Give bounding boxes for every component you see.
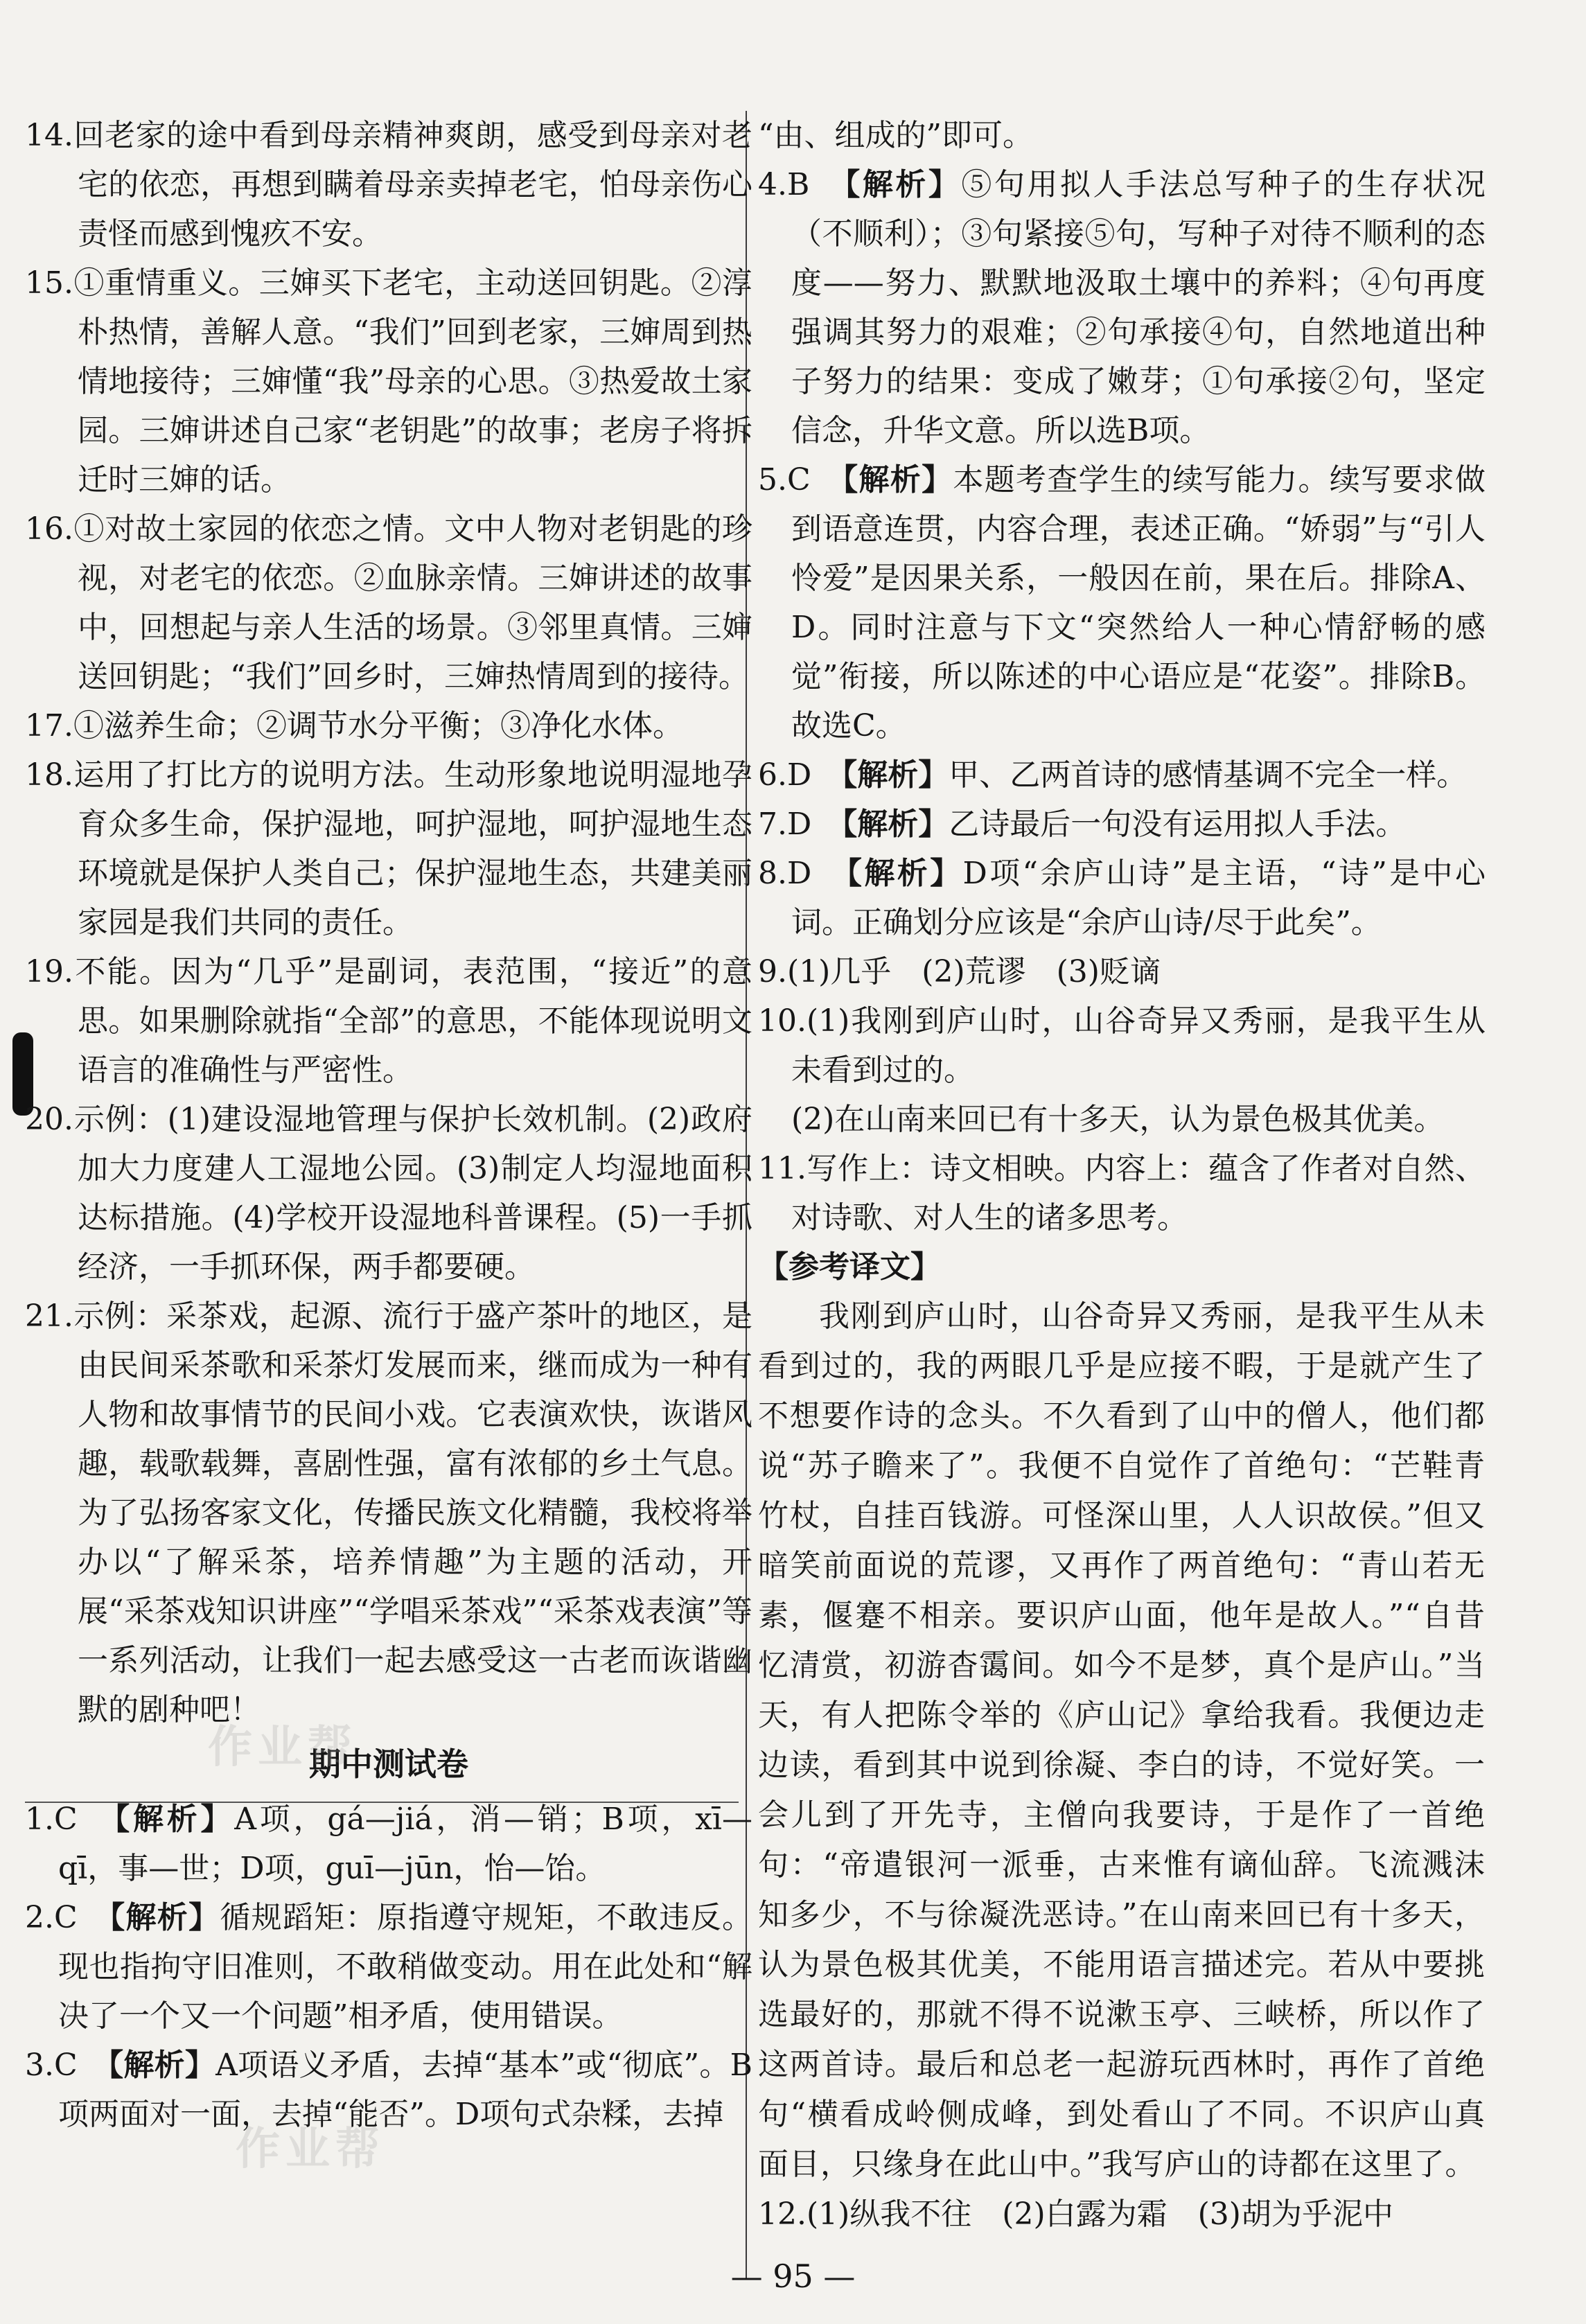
exam-item-9: 9.(1)几乎 (2)荒谬 (3)贬谪 xyxy=(758,954,1161,989)
exam-item-11: 11.写作上：诗文相映。内容上：蕴含了作者对自然、对诗歌、对人生的诸多思考。 xyxy=(758,1151,1486,1235)
exam-item-1: 1.C 【解析】A项，gá—jiá，消—销；B项，xī—qī，事—世；D项，guī—jūn，怡—饴。 xyxy=(25,1802,753,1886)
answer-item-14: 14.回老家的途中看到母亲精神爽朗，感受到母亲对老宅的依恋，再想到瞒着母亲卖掉老宅，怕母亲伤心责怪而感到愧疚不安。 xyxy=(25,118,752,252)
continued-line: “由、组成的”即可。 xyxy=(758,118,1033,153)
answer-item-16: 16.①对故土家园的依恋之情。文中人物对老钥匙的珍视，对老宅的依恋。②血脉亲情。三婶讲述的故事中，回想起与亲人生活的场景。③邻里真情。三婶送回钥匙；“我们”回乡时，三婶热情周到的接待。 xyxy=(25,511,752,694)
exam-item-6: 6.D 【解析】甲、乙两首诗的感情基调不完全一样。 xyxy=(758,757,1468,793)
exam-item-7: 7.D 【解析】乙诗最后一句没有运用拟人手法。 xyxy=(758,807,1407,842)
right-column xyxy=(758,111,1486,2239)
answer-item-17: 17.①滋养生命；②调节水分平衡；③净化水体。 xyxy=(25,708,683,743)
translation-text: 我刚到庐山时，山谷奇异又秀丽，是我平生从未看到过的，我的两眼几乎是应接不暇，于是就产生了不想要作诗的念头。不久看到了山中的僧人，他们都说“苏子瞻来了”。我便不自觉作了首绝句：“芒鞋青竹杖，自挂百钱游。可怪深山里，人人识故侯。”但又暗笑前面说的荒谬，又再作了两首绝句：“青山若无素，偃蹇不相亲。要识庐山面，他年是故人。”“自昔忆清赏，初游杳霭间。如今不是梦，真个是庐山。”当天，有人把陈令举的《庐山记》拿给我看。我便边走边读，看到其中说到徐凝、李白的诗，不觉好笑。一会儿到了开先寺，主僧向我要诗，于是作了一首绝句：“帝遣银河一派垂，古来惟有谪仙辞。飞流溅沫知多少，不与徐凝洗恶诗。”在山南来回已有十多天，认为景色极其优美，不能用语言描述完。若从中要挑选最好的，那就不得不说漱玉亭、三峡桥，所以作了这两首诗。最后和总老一起游玩西林时，再作了首绝句“横看成岭侧成峰，到处看山了不同。不识庐山真面目，只缘身在此山中。”我写庐山的诗都在这里了。 xyxy=(758,1299,1486,2182)
exam-item-2: 2.C 【解析】循规蹈矩：原指遵守规矩，不敢违反。现也指拘守旧准则，不敢稍做变动。用在此处和“解决了一个又一个问题”相矛盾，使用错误。 xyxy=(25,1900,753,2034)
exam-item-8: 8.D 【解析】D项“余庐山诗”是主语，“诗”是中心词。正确划分应该是“余庐山诗/尽于此矣”。 xyxy=(758,856,1486,940)
exam-item-3: 3.C 【解析】A项语义矛盾，去掉“基本”或“彻底”。B项两面对一面，去掉“能否”。D项句式杂糅，去掉 xyxy=(25,2048,752,2132)
answer-item-18: 18.运用了打比方的说明方法。生动形象地说明湿地孕育众多生命，保护湿地，呵护湿地，呵护湿地生态环境就是保护人类自己；保护湿地生态，共建美丽家园是我们共同的责任。 xyxy=(25,757,752,940)
exam-item-5: 5.C 【解析】本题考查学生的续写能力。续写要求做到语意连贯，内容合理，表述正确。“娇弱”与“引人怜爱”是因果关系，一般因在前，果在后。排除A、D。同时注意与下文“突然给人一种心情舒畅的感觉”衔接，所以陈述的中心语应是“花姿”。排除B。故选C。 xyxy=(758,462,1486,743)
exam-item-4: 4.B 【解析】⑤句用拟人手法总写种子的生存状况（不顺利）；③句紧接⑤句，写种子对待不顺利的态度——努力、默默地汲取土壤中的养料；④句再度强调其努力的艰难；②句承接④句，自然地道出种子努力的结果：变成了嫩芽；①句承接②句，坚定信念，升华文意。所以选B项。 xyxy=(758,167,1486,448)
watermark: 作业帮 xyxy=(236,2123,385,2175)
left-column xyxy=(25,111,752,2139)
exam-item-10: 10.(1)我刚到庐山时，山谷奇异又秀丽，是我平生从未看到过的。 xyxy=(758,1003,1486,1088)
translation-title: 【参考译文】 xyxy=(758,1249,941,1285)
exam-item-12: 12.(1)纵我不往 (2)白露为霜 (3)胡为乎泥中 xyxy=(758,2197,1393,2232)
section-title: 期中测试卷 xyxy=(309,1745,468,1783)
answer-item-15: 15.①重情重义。三婶买下老宅，主动送回钥匙。②淳朴热情，善解人意。“我们”回到老家，三婶周到热情地接待；三婶懂“我”母亲的心思。③热爱故土家园。三婶讲述自己家“老钥匙”的故事；老房子将拆迁时三婶的话。 xyxy=(25,265,752,498)
answer-item-20: 20.示例：(1)建设湿地管理与保护长效机制。(2)政府加大力度建人工湿地公园。(3)制定人均湿地面积达标措施。(4)学校开设湿地科普课程。(5)一手抓经济，一手抓环保，两手都要硬。 xyxy=(25,1102,752,1285)
answer-item-19: 19.不能。因为“几乎”是副词，表范围，“接近”的意思。如果删除就指“全部”的意思，不能体现说明文语言的准确性与严密性。 xyxy=(25,954,752,1088)
answer-item-21: 21.示例：采茶戏，起源、流行于盛产茶叶的地区，是由民间采茶歌和采茶灯发展而来，继而成为一种有人物和故事情节的民间小戏。它表演欢快，诙谐风趣，载歌载舞，喜剧性强，富有浓郁的乡土气息。为了弘扬客家文化，传播民族文化精髓，我校将举办以“了解采茶，培养情趣”为主题的活动，开展“采茶戏知识讲座”“学唱采茶戏”“采茶戏表演”等一系列活动，让我们一起去感受这一古老而诙谐幽默的剧种吧！ xyxy=(25,1299,752,1727)
watermark: 作业帮 xyxy=(208,1721,358,1773)
page-number: — 95 — xyxy=(730,2257,856,2295)
exam-item-10-sub: (2)在山南来回已有十多天，认为景色极其优美。 xyxy=(791,1102,1445,1137)
